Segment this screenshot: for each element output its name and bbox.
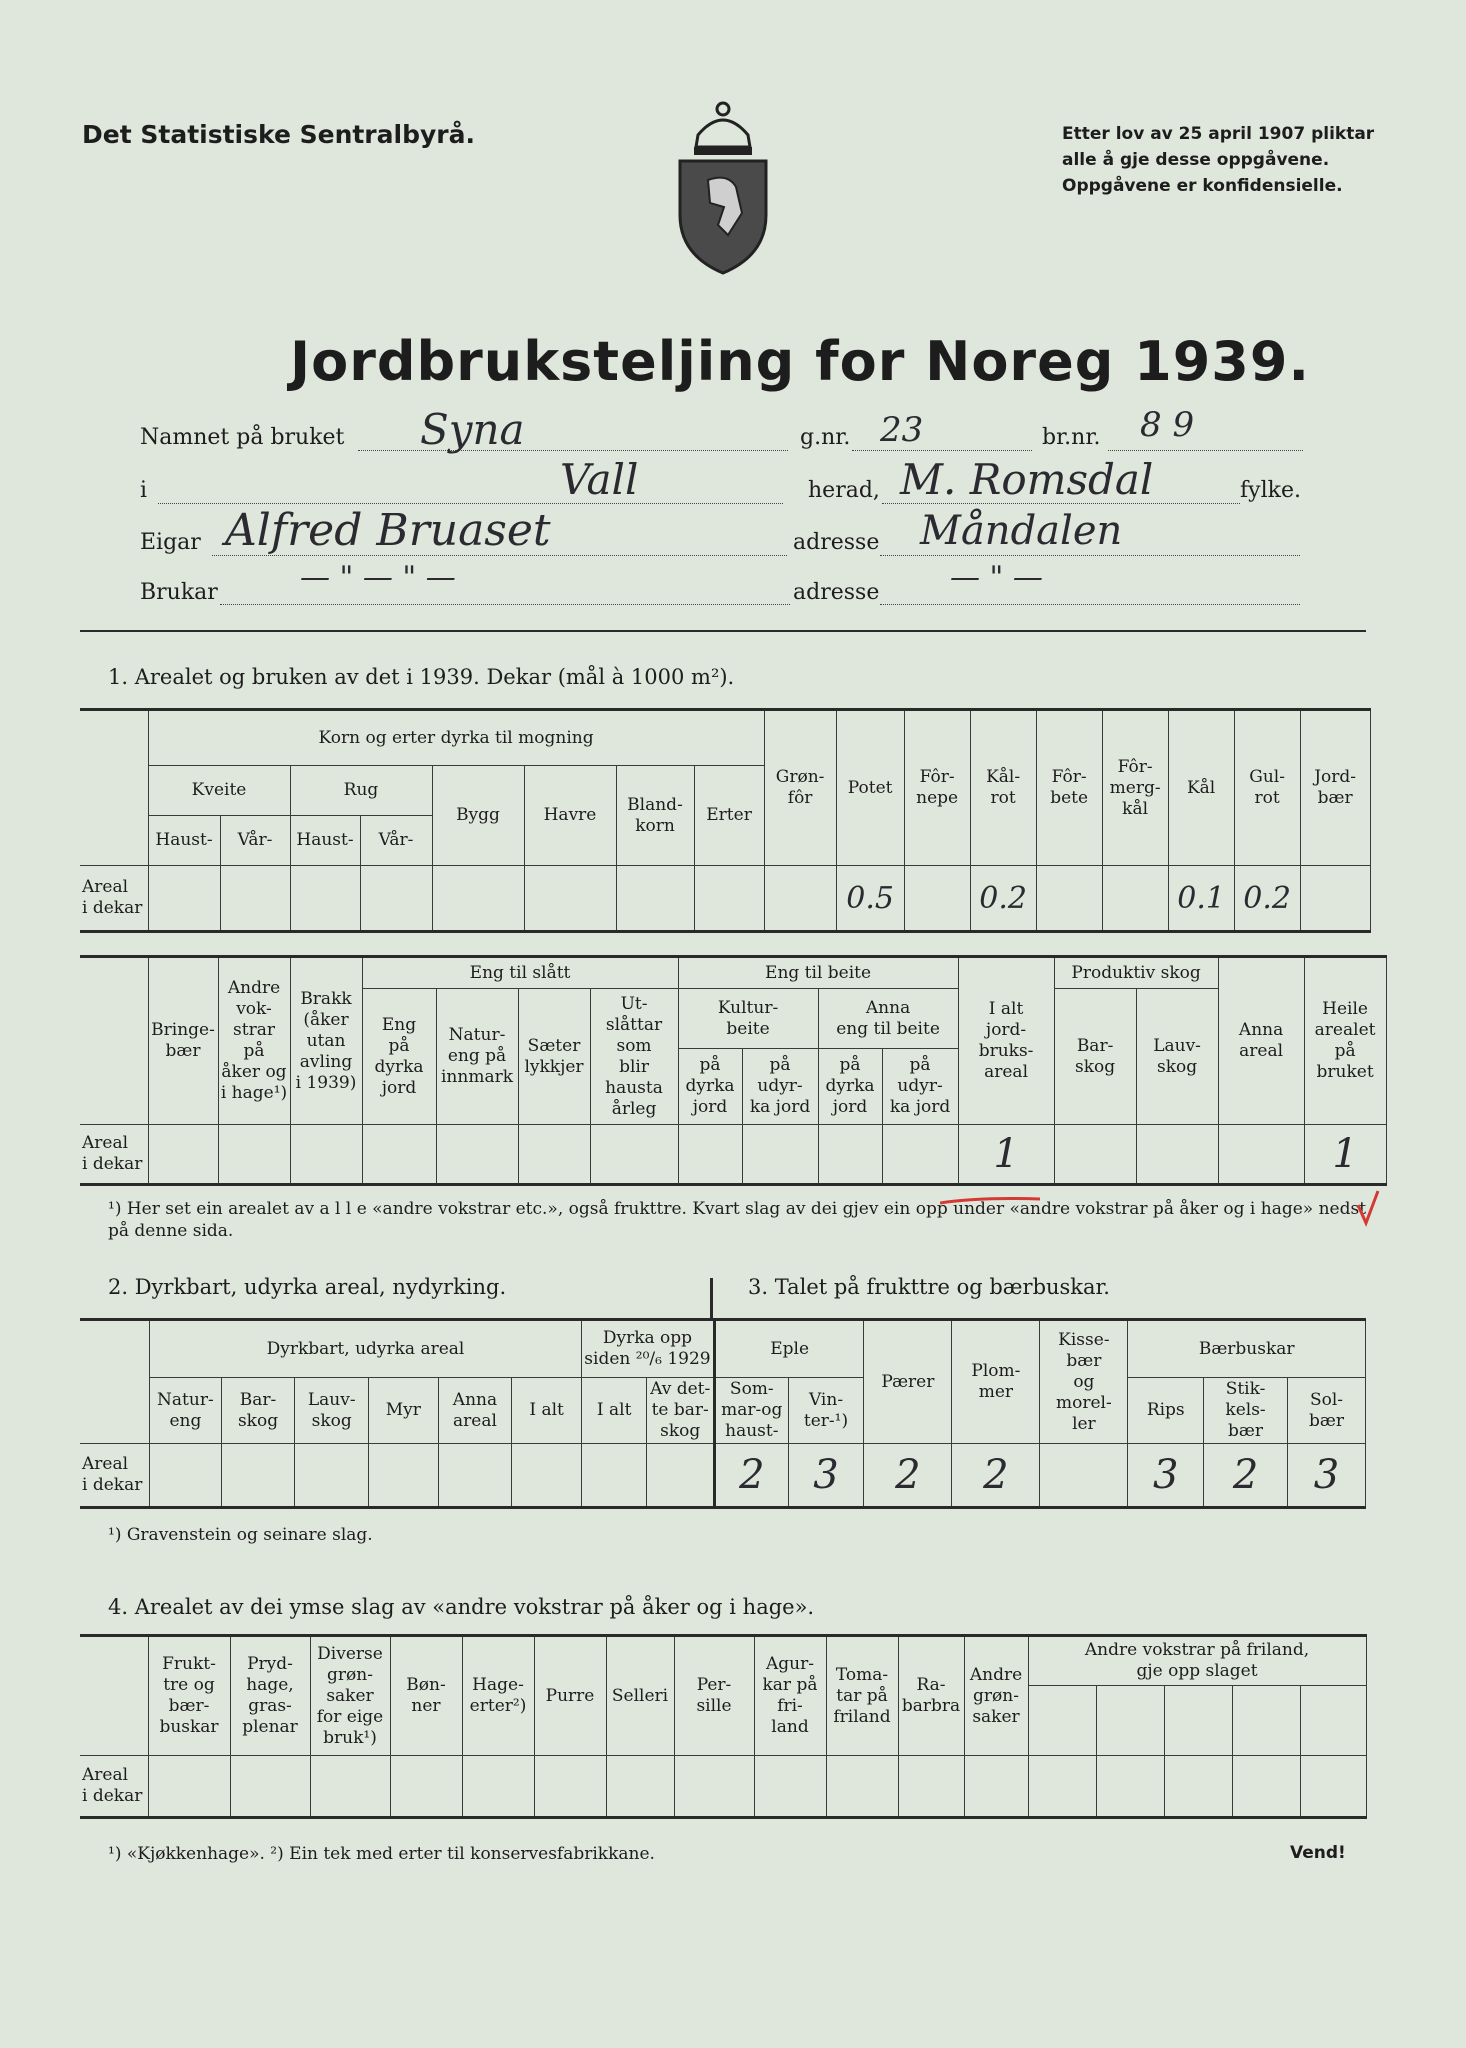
header-anna-areal: Anna areal: [1218, 957, 1304, 1125]
header-andre-gronsaker: Andre grøn- saker: [964, 1636, 1028, 1756]
table-row: [80, 1756, 1366, 1818]
header-selleri: Selleri: [606, 1636, 674, 1756]
header-brakk: Brakk (åker utan avling i 1939): [290, 957, 362, 1125]
header-agurkar: Agur- kar på fri- land: [754, 1636, 826, 1756]
header-eng-beite: Eng til beite: [678, 957, 958, 989]
header-kultur-udyrka: på udyr- ka jord: [742, 1049, 818, 1125]
header-blandkorn: Bland- korn: [616, 766, 694, 866]
header-kveite-var: Vår-: [220, 816, 290, 866]
header-eple: Eple: [714, 1320, 863, 1378]
header-i-alt-2: I alt: [512, 1378, 582, 1444]
header-frukttre: Frukt- tre og bær- buskar: [148, 1636, 230, 1756]
header-purre: Purre: [534, 1636, 606, 1756]
header-eng-slatt: Eng til slått: [362, 957, 678, 989]
header-baerbuskar: Bærbuskar: [1128, 1320, 1366, 1378]
coat-of-arms-icon: [668, 95, 778, 275]
header-prydhage: Pryd- hage, gras- plenar: [230, 1636, 310, 1756]
header-bringebaer: Bringe- bær: [148, 957, 218, 1125]
header-sommar: Som- mar-og haust-: [714, 1378, 788, 1444]
value-gulrot: 0.2: [1234, 866, 1300, 932]
header-anna-udyrka: på udyr- ka jord: [882, 1049, 958, 1125]
i-label: i: [140, 478, 148, 503]
header-saeter: Sæter lykkjer: [518, 989, 590, 1125]
value-kalrot: 0.2: [970, 866, 1036, 932]
header-tomatar: Toma- tar på friland: [826, 1636, 898, 1756]
user-address-value: — " —: [950, 560, 1043, 595]
brnr-label: br.nr.: [1042, 425, 1101, 450]
section-4-title: 4. Arealet av dei ymse slag av «andre vokstrar på åker og i hage».: [108, 1595, 815, 1619]
header-solbaer: Sol- bær: [1288, 1378, 1366, 1444]
header-kveite-haust: Haust-: [148, 816, 220, 866]
farm-name-value: Syna: [420, 405, 525, 454]
header-persille: Per- sille: [674, 1636, 754, 1756]
header-bygg: Bygg: [432, 766, 524, 866]
section-3-title: 3. Talet på frukttre og bærbuskar.: [748, 1275, 1110, 1299]
table-1a: [80, 708, 1371, 933]
page-title: Jordbruksteljing for Noreg 1939.: [290, 330, 1310, 393]
header-rug-var: Vår-: [360, 816, 432, 866]
row-label: Areal i dekar: [80, 866, 148, 932]
header-anna-areal-2: Anna areal: [438, 1378, 512, 1444]
legal-line-3: Oppgåvene er konfidensielle.: [1062, 176, 1343, 196]
header-eng-dyrka: Eng på dyrka jord: [362, 989, 436, 1125]
publisher: Det Statistiske Sentralbyrå.: [82, 120, 475, 149]
value-sommar: 2: [714, 1444, 788, 1508]
header-rips: Rips: [1128, 1378, 1204, 1444]
owner-label: Eigar: [140, 530, 201, 555]
legal-line-2: alle å gje desse oppgåvene.: [1062, 150, 1330, 170]
header-forbete: Fôr- bete: [1036, 710, 1102, 866]
table-row: [80, 1125, 1386, 1185]
gnr-label: g.nr.: [800, 425, 851, 450]
legal-line-1: Etter lov av 25 april 1907 pliktar: [1062, 124, 1375, 144]
footnote-2: ¹) Gravenstein og seinare slag.: [108, 1525, 373, 1545]
owner-address-value: Måndalen: [920, 508, 1123, 554]
value-solbaer: 3: [1288, 1444, 1366, 1508]
header-av-dette: Av det- te bar- skog: [647, 1378, 715, 1444]
county-value: M. Romsdal: [900, 455, 1154, 504]
value-heile: 1: [1304, 1125, 1386, 1185]
section-2-title: 2. Dyrkbart, udyrka areal, nydyrking.: [108, 1275, 507, 1299]
header-kal: Kål: [1168, 710, 1234, 866]
header-havre: Havre: [524, 766, 616, 866]
row-label: Areal i dekar: [80, 1125, 148, 1185]
header-erter: Erter: [694, 766, 764, 866]
value-i-alt: 1: [958, 1125, 1054, 1185]
header-i-alt: I alt jord- bruks- areal: [958, 957, 1054, 1125]
header-dyrkbart: Dyrkbart, udyrka areal: [150, 1320, 582, 1378]
footnote-4: ¹) «Kjøkkenhage». ²) Ein tek med erter til konservesfabrikkane.: [108, 1844, 655, 1864]
header-kalrot: Kål- rot: [970, 710, 1036, 866]
table-4: [80, 1634, 1367, 1819]
value-kal: 0.1: [1168, 866, 1234, 932]
section-1-title: 1. Arealet og bruken av det i 1939. Dekar (mål à 1000 m²).: [108, 665, 735, 689]
header-lauvskog: Lauv- skog: [1136, 989, 1218, 1125]
table-row: [80, 866, 1370, 932]
header-lauvskog-2: Lauv- skog: [295, 1378, 369, 1444]
vend-note: Vend!: [1290, 1843, 1346, 1863]
value-rips: 3: [1128, 1444, 1204, 1508]
header-andre-friland: Andre vokstrar på friland, gje opp slaget: [1028, 1636, 1366, 1686]
red-check-mark: [940, 1185, 1380, 1235]
header-korn: Korn og erter dyrka til mogning: [148, 710, 764, 766]
header-myr: Myr: [369, 1378, 439, 1444]
header-kulturbeite: Kultur- beite: [678, 989, 818, 1049]
header-fornepe: Fôr- nepe: [904, 710, 970, 866]
municipality-value: Vall: [560, 455, 639, 504]
header-rug-haust: Haust-: [290, 816, 360, 866]
header-anna-eng: Anna eng til beite: [818, 989, 958, 1049]
header-kultur-dyrka: på dyrka jord: [678, 1049, 742, 1125]
header-utslatt: Ut- slåttar som blir hausta årleg: [590, 989, 678, 1125]
header-dyrka-opp: Dyrka opp siden ²⁰/₆ 1929: [581, 1320, 714, 1378]
table-2-3: [80, 1318, 1366, 1509]
user-label: Brukar: [140, 580, 218, 605]
table-row: [80, 1444, 1366, 1508]
owner-address-label: adresse: [793, 530, 880, 555]
header-vinter: Vin- ter-¹): [788, 1378, 864, 1444]
header-bonner: Bøn- ner: [390, 1636, 462, 1756]
header-produktiv-skog: Produktiv skog: [1054, 957, 1218, 989]
farm-name-label: Namnet på bruket: [140, 425, 345, 450]
header-rabarbra: Ra- barbra: [898, 1636, 964, 1756]
header-anna-dyrka: på dyrka jord: [818, 1049, 882, 1125]
value-paerer: 2: [864, 1444, 952, 1508]
header-gronfor: Grøn- fôr: [764, 710, 836, 866]
value-vinter: 3: [788, 1444, 864, 1508]
value-plommer: 2: [952, 1444, 1040, 1508]
user-value: — " — " —: [300, 560, 456, 595]
header-formergkal: Fôr- merg- kål: [1102, 710, 1168, 866]
header-naturbeng: Natur- eng på innmark: [436, 989, 518, 1125]
row-label: Areal i dekar: [80, 1444, 150, 1508]
header-andre-vokstrar: Andre vok- strar på åker og i hage¹): [218, 957, 290, 1125]
table-1b: [80, 955, 1387, 1186]
header-stikkels: Stik- kels- bær: [1204, 1378, 1288, 1444]
header-gulrot: Gul- rot: [1234, 710, 1300, 866]
header-kisse: Kisse- bær og morel- ler: [1040, 1320, 1128, 1444]
herad-label: herad,: [808, 478, 880, 503]
gnr-value: 23: [880, 410, 924, 450]
fylke-label: fylke.: [1240, 478, 1301, 503]
value-potet: 0.5: [836, 866, 904, 932]
header-paerer: Pærer: [864, 1320, 952, 1444]
header-jordbaer: Jord- bær: [1300, 710, 1370, 866]
footnote-1: ¹) Her set ein arealet av a l l e «andre vokstrar etc.», også frukttre. Kvart slag av dei gjev ein opp under «andre vokstrar på åker og i hage» nedst på denne sida.: [108, 1199, 1367, 1241]
header-potet: Potet: [836, 710, 904, 866]
owner-value: Alfred Bruaset: [225, 505, 551, 556]
brnr-value: 8 9: [1140, 405, 1195, 445]
header-naturbeng-2: Natur- eng: [150, 1378, 222, 1444]
header-rug: Rug: [290, 766, 432, 816]
header-diverse: Diverse grøn- saker for eige bruk¹): [310, 1636, 390, 1756]
header-kveite: Kveite: [148, 766, 290, 816]
user-address-label: adresse: [793, 580, 880, 605]
value-stikkels: 2: [1204, 1444, 1288, 1508]
header-i-alt-3: I alt: [581, 1378, 646, 1444]
header-heile: Heile arealet på bruket: [1304, 957, 1386, 1125]
row-label: Areal i dekar: [80, 1756, 148, 1818]
header-barskog: Bar- skog: [1054, 989, 1136, 1125]
header-plommer: Plom- mer: [952, 1320, 1040, 1444]
header-hageerter: Hage- erter²): [462, 1636, 534, 1756]
header-barskog-2: Bar- skog: [221, 1378, 295, 1444]
